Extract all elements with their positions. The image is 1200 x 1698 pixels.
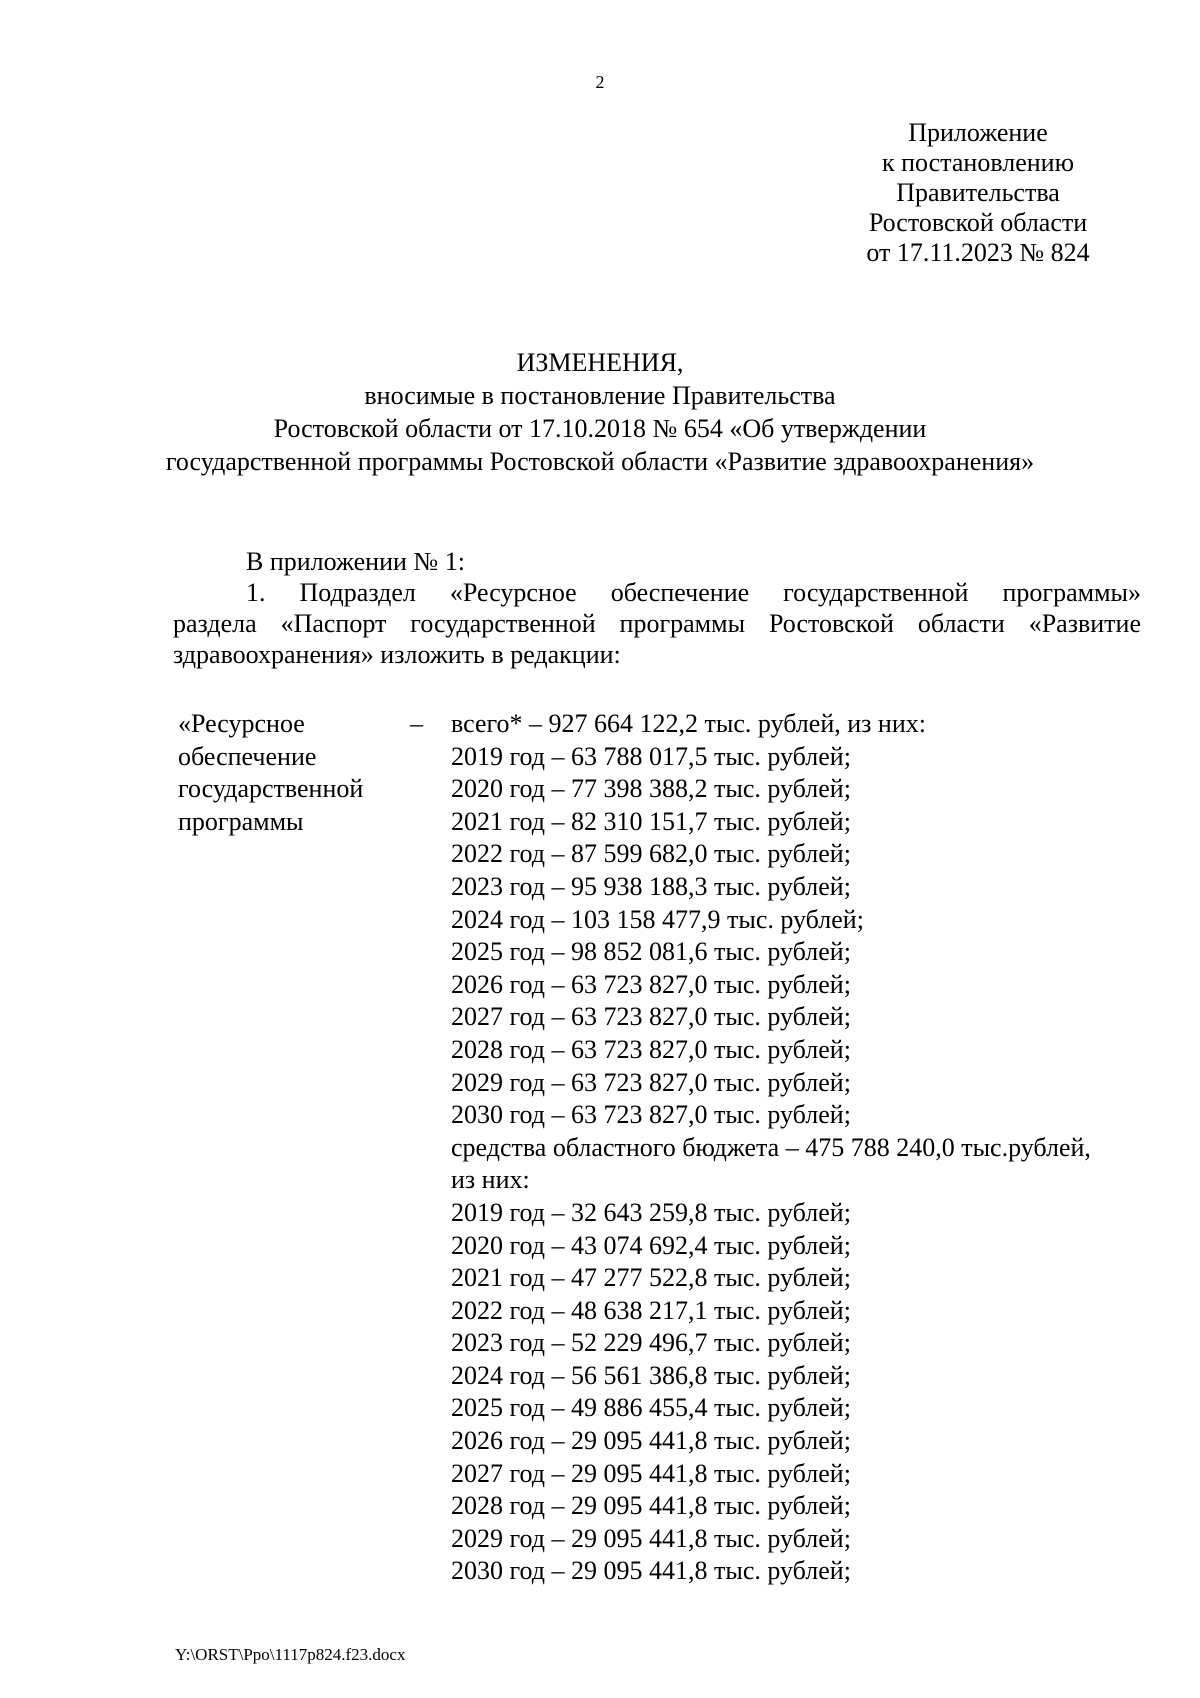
resource-label-line: государственной [178, 774, 364, 804]
paragraph-line: 1. Подраздел «Ресурсное обеспечение государственной программы» [246, 578, 1141, 607]
appendix-line: Приложение [908, 118, 1048, 147]
amendment-paragraph [173, 577, 1141, 670]
regional-year-line: 2022 год – 48 638 217,1 тыс. рублей; [451, 1295, 851, 1325]
label-separator-dash: – [410, 709, 423, 738]
total-year-line: 2028 год – 63 723 827,0 тыс. рублей; [451, 1034, 851, 1064]
total-line: всего* – 927 664 122,2 тыс. рублей, из них: [451, 709, 926, 738]
total-year-line: 2025 год – 98 852 081,6 тыс. рублей; [451, 937, 851, 967]
resource-label [178, 708, 408, 838]
paragraph-line: здравоохранения» изложить в редакции: [173, 640, 621, 669]
title-heading: ИЗМЕНЕНИЯ, [516, 348, 684, 377]
paragraph-line: раздела «Паспорт государственной программы Ростовской области «Развитие [173, 609, 1141, 638]
total-year-line: 2019 год – 63 788 017,5 тыс. рублей; [451, 741, 851, 771]
regional-year-line: 2030 год – 29 095 441,8 тыс. рублей; [451, 1556, 851, 1586]
regional-year-line: 2027 год – 29 095 441,8 тыс. рублей; [451, 1458, 851, 1488]
appendix-reference [848, 118, 1108, 268]
regional-year-line: 2029 год – 29 095 441,8 тыс. рублей; [451, 1523, 851, 1553]
total-year-line: 2020 год – 77 398 388,2 тыс. рублей; [451, 774, 851, 804]
total-year-line: 2029 год – 63 723 827,0 тыс. рублей; [451, 1067, 851, 1097]
appendix-line: Правительства [896, 178, 1060, 207]
page-number: 2 [595, 72, 605, 92]
total-year-line: 2022 год – 87 599 682,0 тыс. рублей; [451, 839, 851, 869]
total-year-line: 2021 год – 82 310 151,7 тыс. рублей; [451, 806, 851, 836]
regional-year-line: 2019 год – 32 643 259,8 тыс. рублей; [451, 1197, 851, 1227]
title-line: Ростовской области от 17.10.2018 № 654 «Об утверждении [273, 414, 927, 443]
resource-label-line: программы [178, 806, 304, 836]
intro-text: В приложении № 1: [246, 547, 465, 576]
regional-year-line: 2023 год – 52 229 496,7 тыс. рублей; [451, 1328, 851, 1358]
regional-year-line: 2021 год – 47 277 522,8 тыс. рублей; [451, 1263, 851, 1293]
regional-year-line: 2020 год – 43 074 692,4 тыс. рублей; [451, 1230, 851, 1260]
regional-budget-line: из них: [451, 1165, 530, 1195]
appendix-line: Ростовской области [868, 208, 1088, 237]
resource-label-line: обеспечение [178, 741, 317, 771]
regional-year-line: 2028 год – 29 095 441,8 тыс. рублей; [451, 1491, 851, 1521]
footer-file-path: Y:\ORST\Ppo\1117p824.f23.docx [175, 1645, 406, 1664]
regional-year-line: 2025 год – 49 886 455,4 тыс. рублей; [451, 1393, 851, 1423]
regional-year-line: 2026 год – 29 095 441,8 тыс. рублей; [451, 1426, 851, 1456]
appendix-line: к постановлению [881, 148, 1075, 177]
resource-values [451, 708, 1141, 1588]
title-line: государственной программы Ростовской области «Развитие здравоохранения» [165, 447, 1035, 476]
total-year-line: 2024 год – 103 158 477,9 тыс. рублей; [451, 904, 864, 934]
total-year-line: 2030 год – 63 723 827,0 тыс. рублей; [451, 1100, 851, 1130]
total-year-line: 2027 год – 63 723 827,0 тыс. рублей; [451, 1002, 851, 1032]
document-title [0, 346, 1200, 478]
appendix-line: от 17.11.2023 № 824 [866, 238, 1090, 267]
regional-year-line: 2024 год – 56 561 386,8 тыс. рублей; [451, 1360, 851, 1390]
total-year-line: 2026 год – 63 723 827,0 тыс. рублей; [451, 969, 851, 999]
resource-label-line: «Ресурсное [178, 709, 305, 738]
total-year-line: 2023 год – 95 938 188,3 тыс. рублей; [451, 871, 851, 901]
regional-budget-line: средства областного бюджета – 475 788 240,0 тыс.рублей, [451, 1132, 1091, 1162]
title-line: вносимые в постановление Правительства [364, 381, 836, 410]
